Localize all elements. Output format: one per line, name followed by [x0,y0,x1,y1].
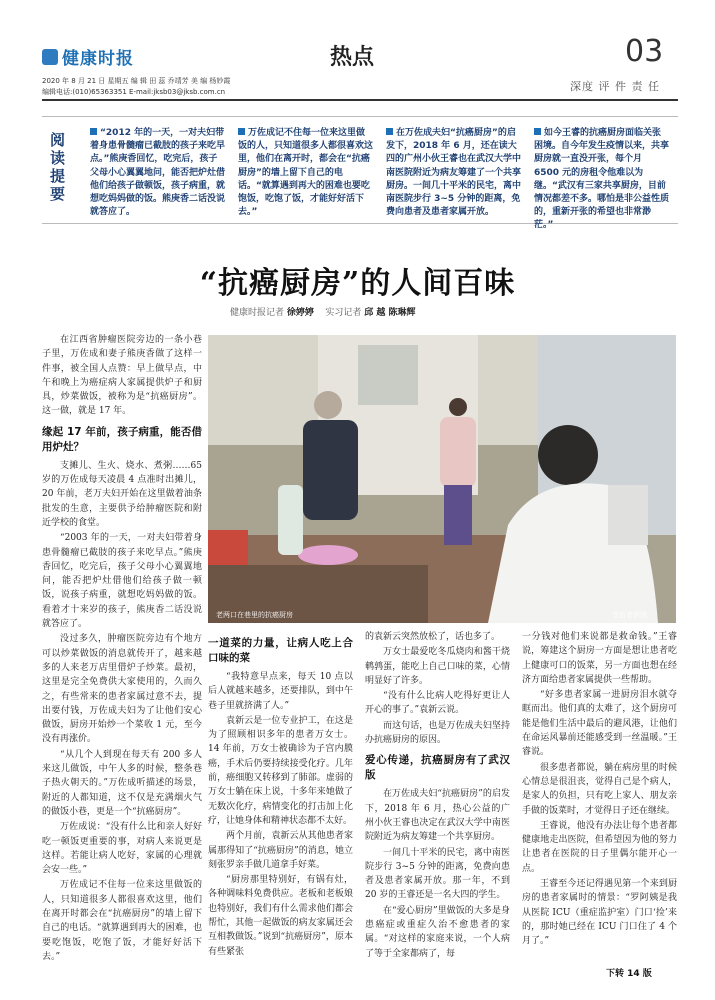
dateline-contact: 编辑电话:(010)65363351 E-mail:jksb03@jksb.com.cn [42,88,226,96]
subheading: 爱心传递，抗癌厨房有了武汉版 [365,754,510,782]
logo-text: 健康时报 [62,49,134,69]
summary-item: 如今王睿的抗癌厨房面临关张困境。自今年发生疫情以来，共享厨房就一直没开张，每个月 6500 元的房租令他难以为继。“武汉有三家共享厨房，目前情况都差不多。哪怕是非公益性质的，重新开张的希望也非常渺茫。” [534,128,670,231]
headline: “抗癌厨房”的人间百味 [199,266,516,301]
article-column-1: 在江西省肿瘤医院旁边的一条小巷子里，万佐成和妻子熊庚香做了这样一件事，被全国人点赞：早上做早点，中午和晚上为癌症病人家属提供炉子和厨具，炒菜做饭，被称为是“抗癌厨房”。这一做，就是 17 年。 缘起 17 年前，孩子病重，能否借用炉灶？ 支摊儿、生火、烧水、煮粥……65 岁的万佐成每天凌晨 4 点准时出摊儿，20 年前，老万夫妇开始在这里做着油条批发的生意，主要供予给肿瘤医院和附近学校的食堂。 “2003 年的一天，一对夫妇带着身患骨髓瘤已截肢的孩子来吃早点。”熊庚香回忆，吃完后，孩子父母小心翼翼地问，能否把炉灶借他们给孩子做一顿饭，说孩子病重，就想吃妈妈做的饭。看着才十来岁的孩子，熊庚香二话没说就答应了。 没过多久，肿瘤医院旁边有个地方可以炒菜做饭的消息就传开了，越来越多的人来老万店里借炉子炒菜。最初，这里是完全免费供大家使用的，久而久之，有些常来的患者家属过意不去，提出要付钱，万佐成夫妇为了让他们安心做饭，厨房开始炒一个菜收 1 元，至今没有再涨价。 “从几个人到现在每天有 200 多人来这儿做饭，中午人多的时候，整条巷子热火朝天的。”万佐成听描述的场景，附近的人都知道，这不仅是充满烟火气的做饭小巷，更是一个“抗癌厨房”。 万佐成说：“没有什么比和亲人好好吃一顿饭更重要的事，对病人来说更是这样。若能让病人吃好，家属的心理就会安一些。” 万佐成记不住每一位来这里做饭的人，只知道很多人都很喜欢这里，他们在离开时都会在“抗癌厨房”的墙上留下自己的电话。“就算遇到再大的困难，也要吃饱饭，吃饱了饭，才能好好活下去。” [42,335,202,962]
subheading: 一道菜的力量，让病人吃上合口味的菜 [208,637,353,664]
photo-credit: 受访者供图 [612,611,647,619]
bullet-square-icon [386,128,393,135]
article-column-2: 一道菜的力量，让病人吃上合口味的菜 “我特意早点来，每天 10 点以后人就越来越多，还要排队，到中午巷子里就挤满了人。” 袁新云是一位专业护工，在这是为了照顾相识多年的患者万女士。14 年前，万女士被确诊为子宫内膜癌，手术后仍要持续接受化疗。几年前，癌细胞又转移到了肺部。虚弱的万女士躺在床上说，十多年来她做了无数次化疗，病情变化的打击加上化疗，让她身体和精神状态都不太好。 两个月前，袁新云从其他患者家属那得知了“抗癌厨房”的消息，她立刻张罗亲手做几道拿手好菜。 “厨房那里特别好，有锅有灶，各种调味料免费供应。老板和老板娘也特别好，我们有什么需求他们都会帮忙，其他一起做饭的病友家属还会互相教做饭。”说到“抗癌厨房”，原本有些紧张 [208,637,353,957]
bullet-square-icon [534,128,541,135]
masthead-logo [42,44,134,69]
section-title: 热点 [330,44,375,70]
subheading: 缘起 17 年前，孩子病重，能否借用炉灶？ [42,425,202,453]
summary-item: 在万佐成夫妇“抗癌厨房”的启发下，2018 年 6 月，还在读大四的广州小伙王睿也在武汉大学中南医院附近为病友筹建了一个共享厨房。一间几十平米的民宅，离中南医院步行 3~5 分钟的距离，免费向患者及患者家属开放。 [386,128,522,218]
logo-icon [42,49,58,65]
byline: 健康时报记者 徐婷婷 实习记者 邱 越 陈琳辉 [230,308,416,318]
continued-note: 下转 14 版 [606,969,652,979]
bullet-square-icon [90,128,97,135]
reporter-name: 徐婷婷 [286,308,314,318]
summary-label: 阅读提要 [50,131,66,203]
article-column-4: 一分钱对他们来说都是救命钱。”王睿说，筹建这个厨房一方面是想让患者吃上健康可口的饭菜，另一方面也想在经济方面给患者家属提供一些帮助。 “好多患者家属一进厨房泪水就夺眶而出。他们真的太难了，这个厨房可能是他们生活中最后的避风港，让他们在命运风暴前还能感受到一丝温暖。”王睿说。 很多患者都说，躺在病房里的时候心情总是很沮丧，觉得自己是个病人，是家人的负担，只有吃上家人、朋友亲手做的饭菜时，才觉得日子还在继续。 王睿说，他没有办法让每个患者都健康地走出医院，但希望因为他的努力让患者在医院的日子里偶尔能开心一点。 王睿至今还记得遇见第一个来到厨房的患者家属时的情景：“罗阿姨是我从医院 ICU（重症监护室）门口‘捡’来的，那时她已经在 ICU 门口住了 4 个月了。” [522,632,677,947]
summary-item: 万佐成记不住每一位来这里做饭的人，只知道很多人都很喜欢这里，他们在离开时，都会在“抗癌厨房”的墙上留下自己的电话。“就算遇到再大的困难也要吃饱饭，吃饱了饭，才能好好活下去。” [238,128,374,218]
photo-caption: 老两口在巷里的抗癌厨房 [216,611,293,619]
bullet-square-icon [238,128,245,135]
dateline-editors: 2020 年 8 月 21 日 星期五 编 辑 田 蕊 乔靖芳 美 编 杨妙霞 [42,77,231,85]
article-column-3: 的袁新云突然放松了，话也多了。 万女士最爱吃冬瓜烧肉和酱干烧鹌鹑蛋，能吃上自己口味的菜，心情明显好了许多。 “没有什么比病人吃得好更让人开心的事了。”袁新云说。 而这句话，也是万佐成夫妇坚持办抗癌厨房的原因。 爱心传递，抗癌厨房有了武汉版 在万佐成夫妇“抗癌厨房”的启发下，2018 年 6 月，热心公益的广州小伙王睿也决定在武汉大学中南医院附近为病友筹建一个共享厨房。 一间几十平米的民宅，离中南医院步行 3~5 分钟的距离，免费向患者及患者家属开放。那一年，不到 20 岁的王睿还是一名大四的学生。 在“爱心厨房”里做饭的大多是身患癌症或重症久治不愈患者的家属。“对这样的家庭来说，一个人病了等于全家都病了，每 [365,632,510,959]
article-photo [208,335,676,623]
dateline [42,76,230,98]
page-number: 03 [625,34,664,69]
header-rule [42,99,678,101]
summary-item: “2012 年的一天，一对夫妇带着身患骨髓瘤已截肢的孩子来吃早点。”熊庚香回忆，吃完后，孩子父母小心翼翼地问，能否把炉灶借他们给孩子做顿饭，孩子病重，就想吃妈妈做的饭。熊庚香二话没说就答应了。 [90,128,226,218]
summary-box [42,116,678,231]
kitchen-photo-illustration [208,335,676,623]
editor-tags: 深度 评 件 责 任 [570,80,660,93]
intern-names: 邱 越 陈琳辉 [364,308,416,318]
